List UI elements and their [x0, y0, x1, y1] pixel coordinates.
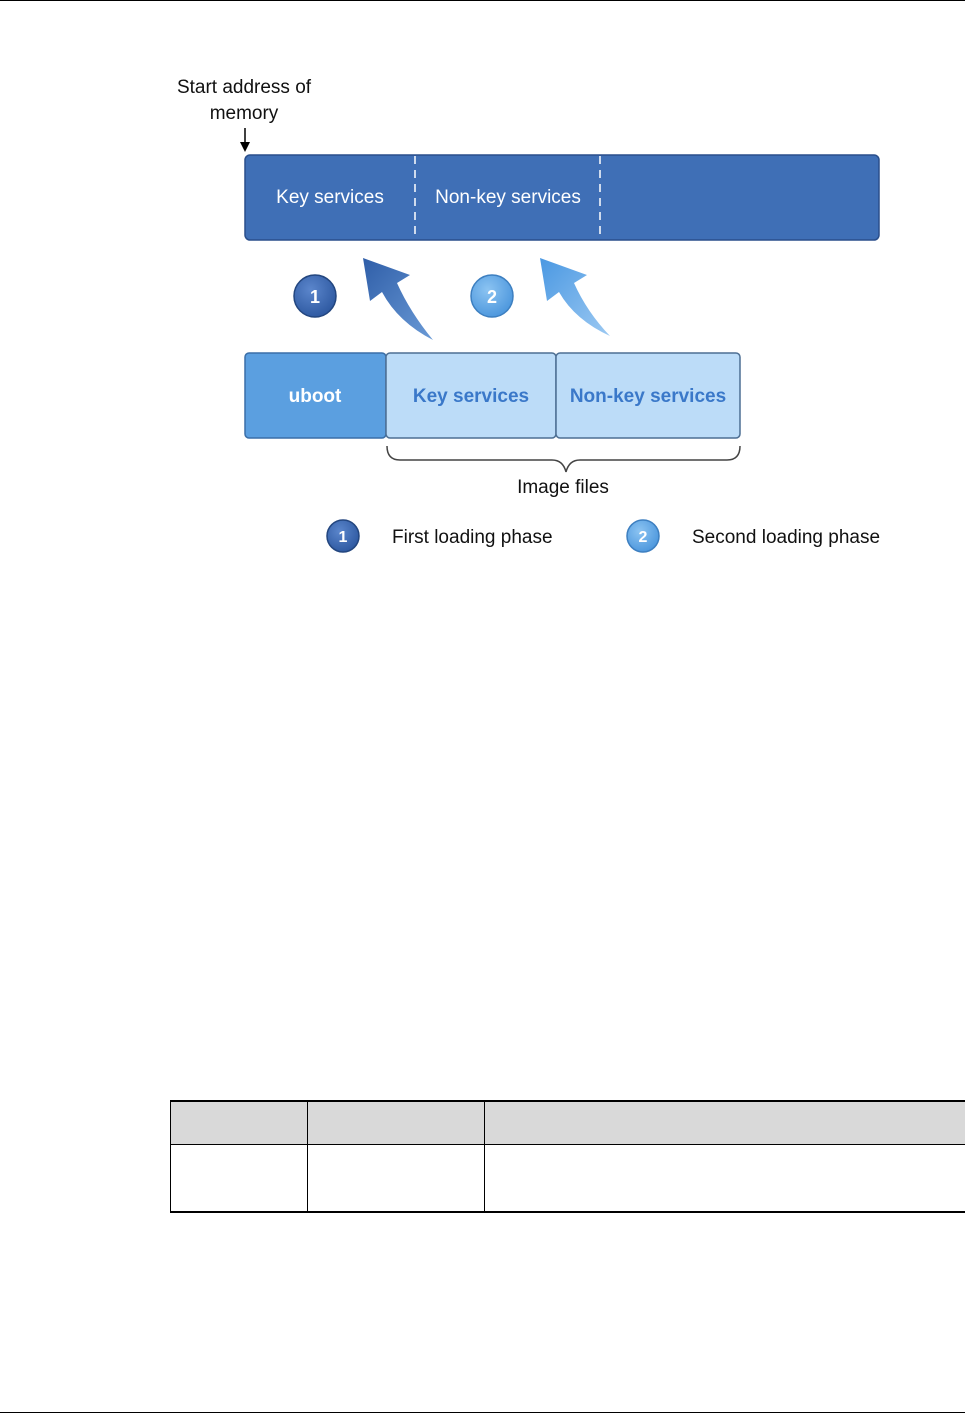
table-header-cell	[485, 1101, 965, 1145]
phase-1-number: 1	[309, 287, 321, 307]
table-cell	[485, 1145, 965, 1213]
table-row	[171, 1145, 965, 1213]
start-address-arrowhead	[240, 142, 250, 152]
uboot-label: uboot	[288, 386, 342, 407]
phase-1-arrow	[363, 258, 433, 340]
legend-phase-2-label: Second loading phase	[692, 527, 881, 548]
phase-2-number: 2	[486, 287, 498, 307]
legend-phase-1-number: 1	[338, 529, 348, 546]
data-table	[170, 1100, 965, 1213]
memory-non-key-services: Non-key services	[435, 187, 581, 208]
table-cell	[308, 1145, 485, 1213]
table-header-cell	[171, 1101, 308, 1145]
start-address-label-line2: memory	[209, 103, 279, 124]
image-files-label: Image files	[517, 477, 609, 498]
table-cell	[171, 1145, 308, 1213]
phase-2-arrow	[540, 258, 610, 336]
table-header-row	[171, 1101, 965, 1145]
table-header-cell	[308, 1101, 485, 1145]
image-non-key-services-label: Non-key services	[569, 386, 727, 407]
loading-diagram	[0, 0, 965, 600]
footer-rule	[0, 1412, 965, 1413]
legend-phase-2-number: 2	[638, 529, 648, 546]
image-files-brace	[387, 446, 740, 472]
memory-key-services: Key services	[276, 187, 384, 208]
start-address-label-line1: Start address of	[176, 77, 312, 98]
legend-phase-1-label: First loading phase	[392, 527, 553, 548]
image-key-services-label: Key services	[412, 386, 530, 407]
